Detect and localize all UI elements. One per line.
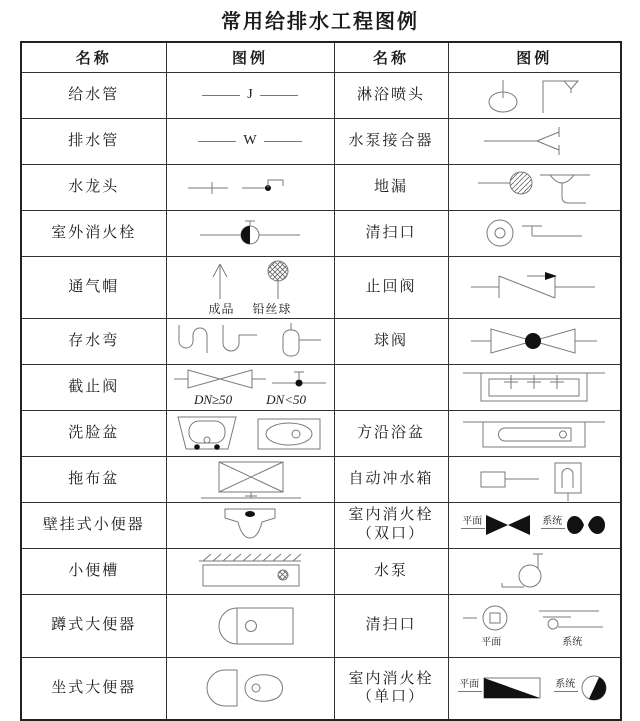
- shower-head-icon: [479, 73, 589, 117]
- legend-cell: [448, 364, 621, 410]
- water-pump-icon: [474, 549, 594, 593]
- system-label: 系统: [554, 675, 578, 692]
- name-cell: 水泵: [334, 548, 448, 594]
- legend-cell: [448, 72, 621, 118]
- table-row: [21, 118, 621, 164]
- cleanout-plan-group: [461, 603, 521, 648]
- indoor-hydrant-single-plan-icon: [482, 675, 544, 701]
- legend-cell: [166, 364, 334, 410]
- legend-cell: [166, 256, 334, 318]
- table-row: [21, 256, 621, 318]
- pump-coupling-icon: [479, 125, 589, 157]
- cleanout-plan-icon: [461, 603, 521, 633]
- bathtub-icon: [459, 414, 609, 452]
- legend-cell: [166, 118, 334, 164]
- name-cell: 自动冲水箱: [334, 456, 448, 502]
- legend-cell: [166, 594, 334, 657]
- legend-cell: [166, 164, 334, 210]
- legend-cell: [166, 657, 334, 720]
- legend-cell: [448, 318, 621, 364]
- cleanout-concentric-icon: [474, 216, 594, 250]
- indoor-hydrant-single-system-icon: [578, 673, 610, 703]
- outdoor-hydrant-icon: [190, 219, 310, 247]
- header-name-right: 名称: [334, 42, 448, 72]
- cleanout-system-group: [537, 603, 607, 648]
- vent-cap-labels: [208, 300, 291, 317]
- legend-cell: [166, 410, 334, 456]
- legend-cell: [448, 118, 621, 164]
- hydrant-system-group: [554, 673, 610, 703]
- vent-cap-leadball-label: 铅丝球: [252, 302, 292, 316]
- legend-cell: [166, 548, 334, 594]
- name-cell: 存水弯: [21, 318, 166, 364]
- legend-cell: [448, 502, 621, 548]
- page-title: 常用给排水工程图例: [221, 11, 419, 33]
- header-legend-right: 图例: [448, 42, 621, 72]
- drain-pipe-icon: [167, 133, 334, 149]
- name-cell: 小便槽: [21, 548, 166, 594]
- legend-cell: [448, 657, 621, 720]
- legend-cell: [166, 210, 334, 256]
- legend-cell: [448, 164, 621, 210]
- table-row: [21, 502, 621, 548]
- indoor-hydrant-double-plan-icon: [485, 513, 531, 537]
- legend-cell: [448, 256, 621, 318]
- squat-toilet-icon: [175, 601, 325, 651]
- mop-sink-icon: [175, 457, 325, 501]
- plan-label: 平面: [458, 675, 482, 692]
- pipe-letter: W: [243, 133, 257, 148]
- legend-cell: [448, 548, 621, 594]
- header-legend-left: 图例: [166, 42, 334, 72]
- legend-cell: [448, 210, 621, 256]
- name-cell: 清扫口: [334, 210, 448, 256]
- name-cell: 淋浴喷头: [334, 72, 448, 118]
- hydrant-system-group: [541, 510, 607, 540]
- table-row: [21, 318, 621, 364]
- name-cell: 水泵接合器: [334, 118, 448, 164]
- urinal-trough-icon: [175, 552, 325, 590]
- table-row: [21, 210, 621, 256]
- dn-ge-50-label: DN≥50: [193, 392, 233, 407]
- flush-tank-icon: [459, 457, 609, 501]
- legend-cell: [166, 318, 334, 364]
- legend-table: [20, 41, 622, 721]
- check-valve-icon: [469, 272, 599, 302]
- name-cell: 水龙头: [21, 164, 166, 210]
- legend-cell: [448, 410, 621, 456]
- name-cell: 坐式大便器: [21, 657, 166, 720]
- faucet-icon: [180, 174, 320, 200]
- header-row: [21, 42, 621, 72]
- legend-cell: [448, 456, 621, 502]
- vent-cap-icon: [180, 257, 320, 299]
- name-cell: 方沿浴盆: [334, 410, 448, 456]
- table-row: [21, 548, 621, 594]
- name-cell: 室内消火栓 （双口）: [334, 502, 448, 548]
- name-cell: 拖布盆: [21, 456, 166, 502]
- supply-pipe-icon: [167, 87, 334, 103]
- name-cell: 截止阀: [21, 364, 166, 410]
- table-row: [21, 410, 621, 456]
- wash-trough-icon: [459, 368, 609, 406]
- plan-label: 平面: [481, 637, 502, 648]
- name-cell: 壁挂式小便器: [21, 502, 166, 548]
- name-cell: 清扫口: [334, 594, 448, 657]
- name-cell: 止回阀: [334, 256, 448, 318]
- legend-cell: [166, 456, 334, 502]
- legend-cell: [166, 72, 334, 118]
- hydrant-plan-group: [458, 675, 544, 701]
- name-cell: 地漏: [334, 164, 448, 210]
- ball-valve-icon: [469, 325, 599, 357]
- table-row: [21, 164, 621, 210]
- system-label: 系统: [541, 512, 565, 529]
- table-row: [21, 657, 621, 720]
- vent-cap-finished-label: 成品: [208, 302, 235, 316]
- indoor-hydrant-double-system-icon: [565, 510, 607, 540]
- table-row: [21, 594, 621, 657]
- name-cell: 室外消火栓: [21, 210, 166, 256]
- traps-icon: [171, 320, 329, 362]
- name-cell: 洗脸盆: [21, 410, 166, 456]
- pipe-letter: J: [247, 87, 253, 102]
- name-cell: 通气帽: [21, 256, 166, 318]
- name-cell: 蹲式大便器: [21, 594, 166, 657]
- wall-urinal-icon: [175, 505, 325, 545]
- name-cell: 排水管: [21, 118, 166, 164]
- stop-valve-labels: [194, 392, 306, 408]
- washbasin-icon: [170, 412, 330, 454]
- floor-drain-icon: [474, 167, 594, 207]
- dn-lt-50-label: DN<50: [266, 392, 307, 407]
- cleanout-system-icon: [537, 603, 607, 633]
- name-cell: 球阀: [334, 318, 448, 364]
- stop-valve-icon: [172, 366, 328, 391]
- seated-toilet-icon: [175, 664, 325, 712]
- system-label: 系统: [562, 637, 583, 648]
- table-row: [21, 364, 621, 410]
- table-row: [21, 72, 621, 118]
- name-cell: 室内消火栓 （单口）: [334, 657, 448, 720]
- header-name-left: 名称: [21, 42, 166, 72]
- name-cell: 给水管: [21, 72, 166, 118]
- legend-cell: [448, 594, 621, 657]
- plan-label: 平面: [461, 512, 485, 529]
- name-cell: [334, 364, 448, 410]
- hydrant-plan-group: [461, 513, 531, 537]
- table-row: [21, 456, 621, 502]
- legend-cell: [166, 502, 334, 548]
